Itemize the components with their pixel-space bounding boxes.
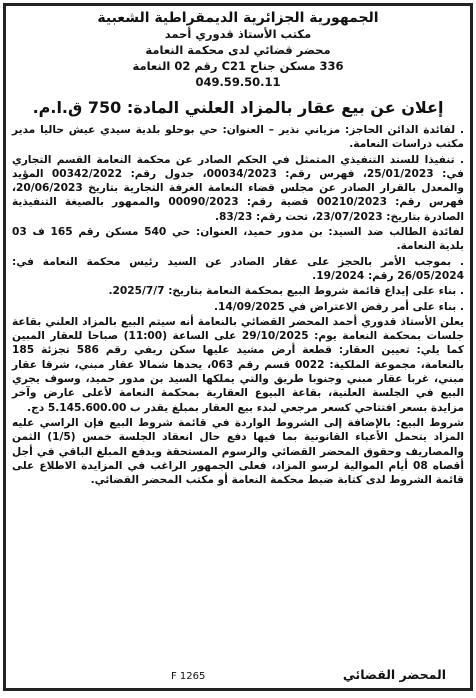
legal-notice <box>3 3 473 691</box>
office-role: محضر قضائي لدى محكمة النعامة <box>145 43 331 57</box>
signature-label: المحضر القضائي <box>342 667 446 682</box>
paragraph-sale-conditions: شروط البيع: بالإضافة إلى الشروط الواردة في قائمة شروط البيع فإن الراسي عليه المزاد يتحمل الأعباء القانونية بما فيها دفع حال انعقاد الجلسة خمس (1/5) الثمن والمصاريف وحقوق المحضر القضائي والرسوم المستحقة ويدفع المبلغ الباقي في أجل أقصاه 08 أيام الموالية لرسو المزاد، فعلى الجمهور الراغب في المزايدة الاطلاع على قائمة الشروط لدى كتابة ضبط محكمة النعامة أو مكتب المحضر القضائي. <box>12 416 464 487</box>
office-address: 336 مسكن جناح C21 رقم 02 النعامة <box>132 59 344 73</box>
republic-name: الجمهورية الجزائرية الديمقراطية الشعبية <box>97 10 379 26</box>
office-phone: 049.59.50.11 <box>195 75 281 89</box>
header-block <box>12 10 464 90</box>
paragraph-sale-announcement: يعلن الأستاذ قدوري أحمد المحضر القضائي بالنعامة أنه سيتم البيع بالمزاد العلني بقاعة جلسات بمحكمة النعامة يوم: 29/10/2025 على الساعة (11:00) صباحا للعقار المبين كما يلي: تعيين العقار: قطعة أرض مشيد عليها سكن ريفي رقم 586 تجزئة 185 بالنعامة، مجموعة الملكية: 0022 قسم رقم 063، يحدها شمالا عقار مبني، شرقا عقار مبني، غربا عقار مبني وجنوبا طريق والتي يملكها السيد بن مدور حميد، وسوف يجري البيع في الجلسة العلنية، بقاعة البيوع العقارية بمحكمة النعامة لأعلى عارض وآخر مزايدة بسعر افتتاحي كسعر مرجعي لبدء بيع العقار بمبلغ يقدر ب 5.145.600.00 دج. <box>12 315 465 414</box>
paragraph-conditions-deposit: . بناء على إيداع قائمة شروط البيع بمحكمة النعامة بتاريخ: 2025/7/7. <box>108 285 464 298</box>
footer <box>16 664 460 682</box>
paragraph-debtor: لفائدة الطالب ضد السيد: بن مدور حميد، العنوان: حي 540 مسكن رقم 165 ف 03 بلدية النعامة. <box>12 226 464 253</box>
notice-body <box>12 123 464 487</box>
paragraph-seizure-order: . بموجب الأمر بالحجز على عقار الصادر عن السيد رئيس محكمة النعامة في: 26/05/2024 رقم: 19/2024. <box>12 255 464 282</box>
notice-title: إعلان عن بيع عقار بالمزاد العلني المادة: 750 ق.ا.م. <box>32 98 444 117</box>
office-name: مكتب الأستاذ قدوري أحمد <box>164 27 312 41</box>
paragraph-creditor: . لفائدة الدائن الحاجز: مزياني نذير – العنوان: حي بوحلو بلدية سيدي عيش حاليا مدير مكتب دراسات النعامة. <box>12 124 464 151</box>
paragraph-executive-title: . تنفيذا للسند التنفيذي المتمثل في الحكم الصادر عن محكمة النعامة القسم التجاري في: 25/01/2023، فهرس رقم: 00034/2023، جدول رقم: 00342/2022 المؤيد والمعدل بالقرار الصادر عن مجلس قضاء النعامة الغرفة التجارية بتاريخ 20/06/2023، فهرس رقم: 00210/2023 قضية رقم: 00090/2023 والممهور بالصيغة التنفيذية الصادرة بتاريخ: 23/07/2023، تحت رقم: 83/23. <box>12 153 464 223</box>
reference-code: F 1265 <box>171 671 206 682</box>
paragraph-objection-rejection: . بناء على أمر رفض الاعتراض في 14/09/2025. <box>213 300 464 313</box>
